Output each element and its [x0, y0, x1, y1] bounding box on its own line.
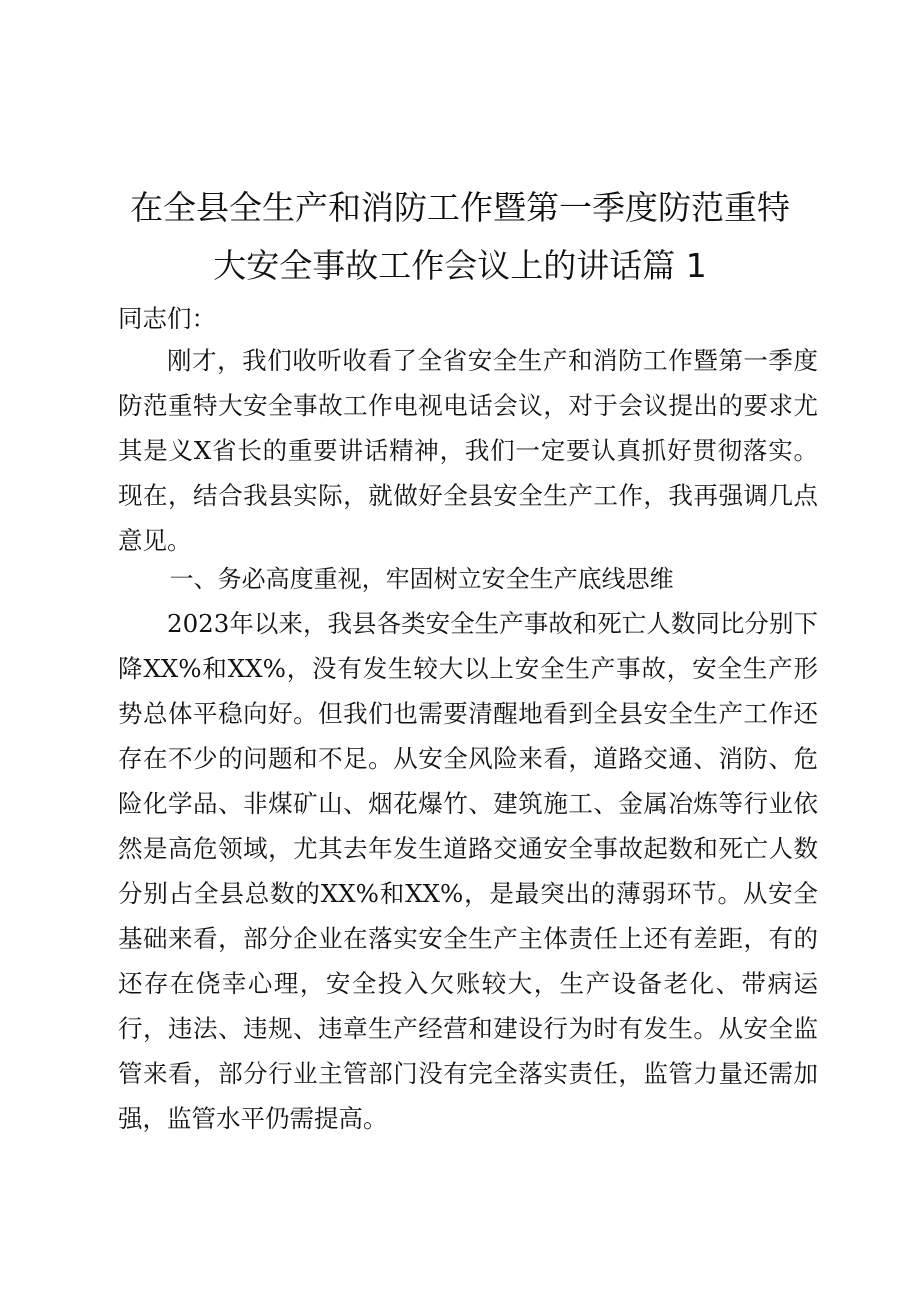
salutation: 同志们： — [118, 304, 216, 333]
document-title-line-1: 在全县全生产和消防工作暨第一季度防范重特 — [130, 188, 790, 227]
section-1-heading: 一、务必高度重视，牢固树立安全生产底线思维 — [169, 565, 674, 593]
paragraph-2: 2023年以来，我县各类安全生产事故和死亡人数同比分别下降XX%和XX%，没有发生较大以上安全生产事故，安全生产形势总体平稳向好。但我们也需要清醒地看到全县安全生产工作还存在不少的问题和不足。从安全风险来看，道路交通、消防、危险化学品、非煤矿山、烟花爆竹、建筑施工、金属冶炼等行业依然是高危领域，尤其去年发生道路交通安全事故起数和死亡人数分别占全县总数的XX%和XX%，是最突出的薄弱环节。从安全基础来看，部分企业在落实安全生产主体责任上还有差距，有的还存在侥幸心理，安全投入欠账较大，生产设备老化、带病运行，违法、违规、违章生产经营和建设行为时有发生。从安全监管来看，部分行业主管部门没有完全落实责任，监管力量还需加强，监管水平仍需提高。 — [118, 609, 818, 1133]
paragraph-1: 刚才，我们收听收看了全省安全生产和消防工作暨第一季度防范重特大安全事故工作电视电话会议，对于会议提出的要求尤其是义X省长的重要讲话精神，我们一定要认真抓好贯彻落实。现在，结合我县实际，就做好全县安全生产工作，我再强调几点意见。 — [118, 346, 818, 555]
document-title-line-2: 大安全事故工作会议上的讲话篇 1 — [213, 246, 707, 285]
